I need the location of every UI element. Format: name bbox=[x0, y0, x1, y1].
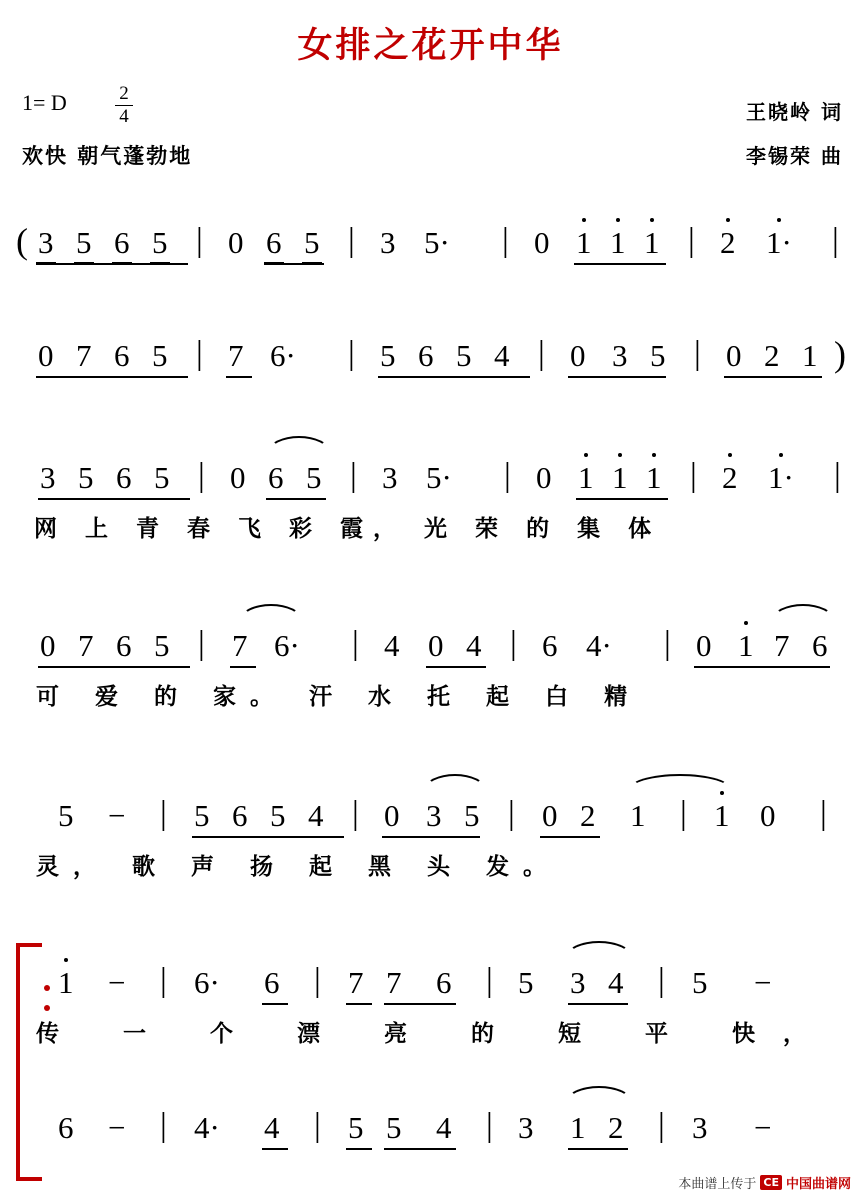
note: 6 bbox=[268, 460, 284, 495]
barline: | bbox=[486, 962, 493, 999]
note: 7 bbox=[76, 338, 92, 373]
note: 3 bbox=[570, 965, 586, 1000]
barline: | bbox=[658, 1107, 665, 1144]
beam bbox=[574, 263, 666, 265]
note: 3 bbox=[38, 225, 54, 260]
beam bbox=[38, 666, 190, 668]
page-title: 女排之花开中华 bbox=[297, 26, 564, 66]
note: 0 bbox=[38, 338, 54, 373]
note: 6 bbox=[266, 225, 282, 260]
note: 7 bbox=[232, 628, 248, 663]
note: 7 bbox=[348, 965, 364, 1000]
beam bbox=[378, 376, 530, 378]
note-dash: − bbox=[108, 965, 126, 1000]
slur bbox=[772, 604, 834, 620]
note: 4· bbox=[586, 628, 612, 663]
note: 0 bbox=[536, 460, 552, 495]
barline: | bbox=[510, 625, 517, 662]
barline: | bbox=[834, 457, 841, 494]
beam bbox=[36, 263, 188, 265]
barline: | bbox=[160, 1107, 167, 1144]
note-high: 1 bbox=[610, 225, 626, 260]
beam bbox=[384, 1003, 456, 1005]
note: 6 bbox=[116, 460, 132, 495]
barline: | bbox=[664, 625, 671, 662]
note: 3 bbox=[692, 1110, 708, 1145]
note-high: 1 bbox=[714, 798, 730, 833]
note-high: 1· bbox=[766, 225, 792, 260]
beam bbox=[384, 1148, 456, 1150]
barline: | bbox=[688, 222, 695, 259]
note: 4 bbox=[308, 798, 324, 833]
note: 5 bbox=[456, 338, 472, 373]
beam bbox=[230, 666, 256, 668]
note: 6 bbox=[114, 338, 130, 373]
note: 5 bbox=[650, 338, 666, 373]
note: 6 bbox=[418, 338, 434, 373]
note-high: 1 bbox=[612, 460, 628, 495]
beam bbox=[568, 1148, 628, 1150]
note-close-paren: ) bbox=[834, 334, 846, 374]
barline: | bbox=[694, 335, 701, 372]
note: 6· bbox=[270, 338, 296, 373]
note: 5· bbox=[426, 460, 452, 495]
note: 7 bbox=[78, 628, 94, 663]
barline: | bbox=[504, 457, 511, 494]
note: 6 bbox=[114, 225, 130, 260]
note: 0 bbox=[40, 628, 56, 663]
note: 3 bbox=[426, 798, 442, 833]
note-line bbox=[0, 318, 861, 378]
note: 3 bbox=[40, 460, 56, 495]
barline: | bbox=[508, 795, 515, 832]
music-row-intro-1 bbox=[0, 205, 861, 305]
note: 5 bbox=[154, 460, 170, 495]
note: 2 bbox=[764, 338, 780, 373]
composer-credit: 李锡荣 曲 bbox=[746, 144, 843, 168]
lyric-line: 传 一 个 漂 亮 的 短 平 快， bbox=[36, 1021, 835, 1047]
beam bbox=[226, 376, 252, 378]
note: 6· bbox=[194, 965, 220, 1000]
music-row-verse-1 bbox=[0, 440, 861, 540]
note: 6 bbox=[116, 628, 132, 663]
note: 4 bbox=[466, 628, 482, 663]
site-logo-icon: CE bbox=[760, 1175, 782, 1190]
note: 4· bbox=[194, 1110, 220, 1145]
note: 5 bbox=[306, 460, 322, 495]
tempo-marking: 欢快 朝气蓬勃地 bbox=[22, 144, 193, 168]
note: 4 bbox=[494, 338, 510, 373]
note: 5 bbox=[152, 338, 168, 373]
note: 4 bbox=[436, 1110, 452, 1145]
note: 6 bbox=[436, 965, 452, 1000]
music-row-verse-3 bbox=[0, 778, 861, 878]
footer-watermark bbox=[678, 1173, 851, 1192]
note: 0 bbox=[542, 798, 558, 833]
barline: | bbox=[820, 795, 827, 832]
barline: | bbox=[198, 625, 205, 662]
note: 5 bbox=[270, 798, 286, 833]
note: 0 bbox=[228, 225, 244, 260]
lyricist-credit: 王晓岭 词 bbox=[746, 100, 843, 124]
barline: | bbox=[314, 1107, 321, 1144]
slur bbox=[424, 774, 486, 790]
note-dash: − bbox=[754, 1110, 772, 1145]
key-signature: 1= D bbox=[22, 90, 67, 115]
beam bbox=[346, 1148, 372, 1150]
beam bbox=[266, 498, 326, 500]
barline: | bbox=[690, 457, 697, 494]
site-name: 中国曲谱网 bbox=[785, 1177, 851, 1192]
note: 4 bbox=[608, 965, 624, 1000]
note-dash: − bbox=[108, 1110, 126, 1145]
note-high: 1 bbox=[58, 965, 74, 1000]
repeat-dot bbox=[44, 1005, 50, 1011]
note: 6 bbox=[58, 1110, 74, 1145]
note: 5 bbox=[58, 798, 74, 833]
note-high: 1 bbox=[644, 225, 660, 260]
note: 4 bbox=[384, 628, 400, 663]
note: 5· bbox=[424, 225, 450, 260]
beam bbox=[426, 666, 486, 668]
note-line bbox=[0, 1090, 861, 1150]
note: 5 bbox=[386, 1110, 402, 1145]
note: 3 bbox=[518, 1110, 534, 1145]
note: 0 bbox=[570, 338, 586, 373]
barline: | bbox=[160, 962, 167, 999]
music-row-intro-2 bbox=[0, 318, 861, 418]
slur bbox=[566, 1086, 632, 1102]
beam bbox=[38, 498, 190, 500]
barline: | bbox=[486, 1107, 493, 1144]
beam bbox=[262, 1148, 288, 1150]
beam bbox=[192, 836, 344, 838]
barline: | bbox=[198, 457, 205, 494]
note-high: 1 bbox=[576, 225, 592, 260]
lyric-line: 网 上 青 春 飞 彩 霞， 光 荣 的 集 体 bbox=[34, 516, 662, 542]
barline: | bbox=[348, 222, 355, 259]
note-line bbox=[0, 440, 861, 500]
slur bbox=[566, 941, 632, 957]
note: 5 bbox=[154, 628, 170, 663]
meter-denominator: 4 bbox=[119, 106, 129, 128]
beam bbox=[36, 376, 188, 378]
note: 0 bbox=[428, 628, 444, 663]
note: 6 bbox=[264, 965, 280, 1000]
beam bbox=[576, 498, 668, 500]
note-high: 1 bbox=[646, 460, 662, 495]
note: 6· bbox=[274, 628, 300, 663]
note: 6 bbox=[232, 798, 248, 833]
note: 0 bbox=[696, 628, 712, 663]
barline: | bbox=[352, 795, 359, 832]
note: 1 bbox=[570, 1110, 586, 1145]
note: 0 bbox=[726, 338, 742, 373]
note: 2 bbox=[580, 798, 596, 833]
note-dash: − bbox=[754, 965, 772, 1000]
note: 0 bbox=[230, 460, 246, 495]
note: 0 bbox=[384, 798, 400, 833]
note: 5 bbox=[152, 225, 168, 260]
beam bbox=[568, 376, 666, 378]
beam bbox=[724, 376, 822, 378]
slur bbox=[628, 774, 732, 790]
barline: | bbox=[352, 625, 359, 662]
meter-numerator: 2 bbox=[119, 83, 129, 104]
note-high: 1 bbox=[578, 460, 594, 495]
barline: | bbox=[196, 335, 203, 372]
barline: | bbox=[314, 962, 321, 999]
note: 0 bbox=[534, 225, 550, 260]
note: 0 bbox=[760, 798, 776, 833]
barline: | bbox=[502, 222, 509, 259]
beam bbox=[262, 1003, 288, 1005]
note: 5 bbox=[380, 338, 396, 373]
note-dash: − bbox=[108, 798, 126, 833]
note: 2 bbox=[608, 1110, 624, 1145]
beam bbox=[568, 1003, 628, 1005]
music-row-chorus-1 bbox=[0, 945, 861, 1045]
slur bbox=[268, 436, 330, 452]
note-line bbox=[0, 608, 861, 668]
note-high: 2 bbox=[720, 225, 736, 260]
barline: | bbox=[196, 222, 203, 259]
barline: | bbox=[538, 335, 545, 372]
lyric-line: 可 爱 的 家。 汗 水 托 起 白 精 bbox=[36, 684, 642, 710]
slur bbox=[240, 604, 302, 620]
note: 1 bbox=[630, 798, 646, 833]
time-signature bbox=[115, 84, 133, 127]
note-line bbox=[0, 205, 861, 265]
note: 5 bbox=[692, 965, 708, 1000]
note: 5 bbox=[304, 225, 320, 260]
note: 1 bbox=[802, 338, 818, 373]
note: 5 bbox=[78, 460, 94, 495]
note: 6 bbox=[812, 628, 828, 663]
note: 4 bbox=[264, 1110, 280, 1145]
note-open-paren: ( bbox=[16, 221, 28, 261]
barline: | bbox=[350, 457, 357, 494]
note: 5 bbox=[194, 798, 210, 833]
beam bbox=[540, 836, 600, 838]
note: 7 bbox=[774, 628, 790, 663]
note-high: 1· bbox=[768, 460, 794, 495]
note: 7 bbox=[386, 965, 402, 1000]
barline: | bbox=[348, 335, 355, 372]
barline: | bbox=[832, 222, 839, 259]
note-line bbox=[0, 945, 861, 1005]
note: 3 bbox=[612, 338, 628, 373]
barline: | bbox=[160, 795, 167, 832]
beam bbox=[694, 666, 830, 668]
beam bbox=[346, 1003, 372, 1005]
note-high: 2 bbox=[722, 460, 738, 495]
beam bbox=[382, 836, 480, 838]
note-high: 1 bbox=[738, 628, 754, 663]
note: 5 bbox=[464, 798, 480, 833]
note: 7 bbox=[228, 338, 244, 373]
lyric-line: 灵， 歌 声 扬 起 黑 头 发。 bbox=[36, 854, 561, 880]
beam bbox=[264, 263, 324, 265]
note: 6 bbox=[542, 628, 558, 663]
barline: | bbox=[680, 795, 687, 832]
footer-text: 本曲谱上传于 bbox=[678, 1177, 757, 1192]
music-row-verse-2 bbox=[0, 608, 861, 708]
note: 3 bbox=[380, 225, 396, 260]
note: 5 bbox=[76, 225, 92, 260]
note: 5 bbox=[348, 1110, 364, 1145]
note: 3 bbox=[382, 460, 398, 495]
barline: | bbox=[658, 962, 665, 999]
note-line bbox=[0, 778, 861, 838]
note: 5 bbox=[518, 965, 534, 1000]
